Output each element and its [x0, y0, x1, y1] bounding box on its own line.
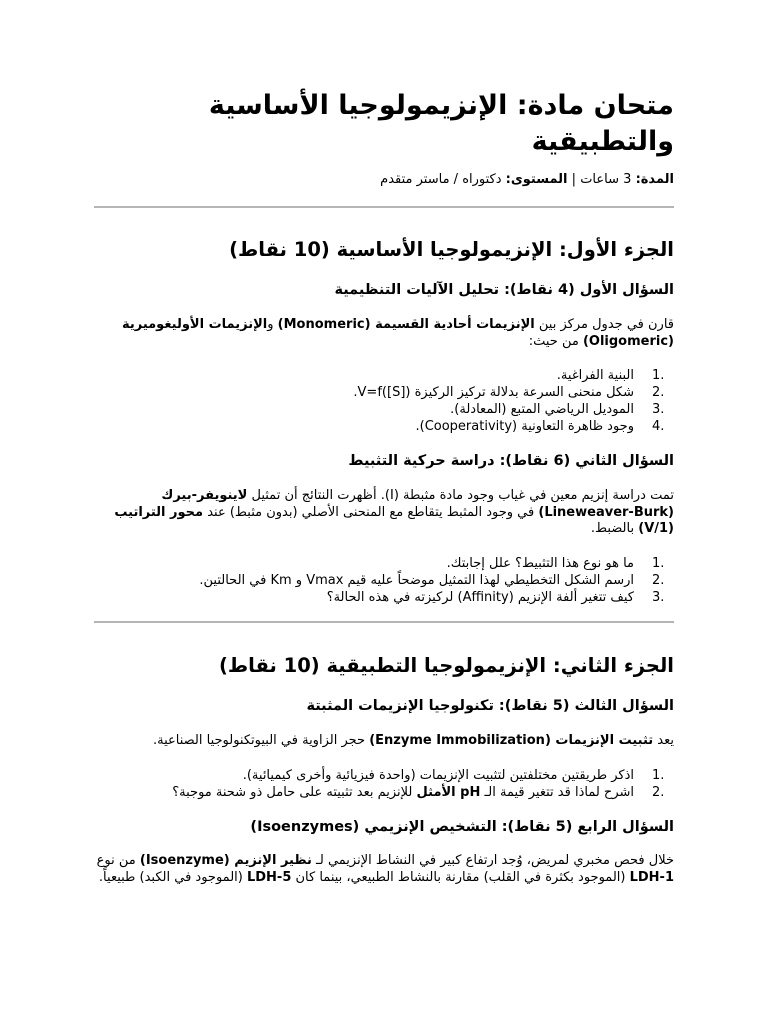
- q2-intro-term-axis: محور التراتيب (1/V): [114, 504, 674, 536]
- q2-intro-text: تمت دراسة إنزيم معين في غياب وجود مادة مثبطة (I). أظهرت النتائج أن تمثيل: [247, 488, 674, 503]
- exam-meta: [94, 170, 674, 190]
- list-item-text: ما هو نوع هذا التثبيط؟ علل إجابتك.: [446, 556, 634, 571]
- list-number: 1.: [652, 556, 665, 571]
- q1-intro: [94, 317, 674, 350]
- list-number: 2.: [652, 785, 665, 800]
- q3-intro-text: حجر الزاوية في البيوتكنولوجيا الصناعية.: [152, 733, 370, 748]
- divider: [94, 206, 674, 208]
- list-item-text: ارسم الشكل التخطيطي لهذا التمثيل موضحاً عليه قيم Vmax و Km في الحالتين.: [199, 573, 634, 588]
- q2-intro-text: في وجود المثبط يتقاطع مع المنحنى الأصلي (بدون مثبط) عند: [203, 504, 539, 520]
- list-number: 4.: [652, 419, 665, 434]
- meta-separator: |: [571, 172, 577, 187]
- q3-intro-text: يعد: [653, 733, 674, 748]
- q1-intro-text: من حيث:: [528, 333, 583, 349]
- list-item: [94, 384, 674, 401]
- list-item: [94, 572, 674, 589]
- list-item-text: اشرح لماذا قد تتغير قيمة الـ: [480, 785, 634, 800]
- q3-list: [94, 767, 674, 801]
- q4-intro-term-isoenzyme: نظير الإنزيم (Isoenzyme): [139, 853, 312, 868]
- list-item: [94, 589, 674, 606]
- divider: [94, 621, 674, 623]
- q1-heading: السؤال الأول (4 نقاط): تحليل الآليات التنظيمية: [334, 282, 674, 298]
- q1-list: [94, 367, 674, 435]
- q4-intro-term-ldh1: LDH-1: [629, 869, 674, 885]
- q4-intro-text: (الموجود في الكبد) طبيعياً.: [98, 869, 247, 885]
- q3-intro-term-immobilization: تثبيت الإنزيمات (Enzyme Immobilization): [369, 733, 654, 748]
- q4-intro-text: من نوع: [96, 853, 140, 868]
- level-label: المستوى:: [505, 172, 568, 187]
- list-number: 1.: [652, 768, 665, 783]
- q1-intro-term-oligomeric: الإنزيمات الأوليغوميرية (Oligomeric): [121, 317, 674, 349]
- duration-label: المدة:: [635, 172, 674, 187]
- list-item-text: البنية الفراغية.: [556, 368, 634, 383]
- list-number: 3.: [652, 402, 665, 417]
- q2-intro-text: بالضبط.: [590, 521, 639, 536]
- q4-intro-text: (الموجود بكثرة في القلب) مقارنة بالنشاط الطبيعي، بينما كان: [291, 869, 630, 885]
- list-item: [94, 767, 674, 784]
- q4-intro-text: خلال فحص مخبري لمريض، وُجد ارتفاع كبير في النشاط الإنزيمي لـ: [311, 853, 674, 868]
- list-number: 2.: [652, 385, 665, 400]
- list-item-text: اذكر طريقتين مختلفتين لتثبيت الإنزيمات (واحدة فيزيائية وأخرى كيميائية).: [242, 768, 634, 783]
- q3-heading: السؤال الثالث (5 نقاط): تكنولوجيا الإنزيمات المثبتة: [306, 698, 674, 714]
- list-item: [94, 367, 674, 384]
- part1-heading: الجزء الأول: الإنزيمولوجيا الأساسية (10 نقاط): [229, 238, 674, 261]
- q2-heading: السؤال الثاني (6 نقاط): دراسة حركية التثبيط: [348, 453, 674, 469]
- q4-heading: السؤال الرابع (5 نقاط): التشخيص الإنزيمي (Isoenzymes): [250, 819, 674, 835]
- list-number: 3.: [652, 590, 665, 605]
- q4-intro: [94, 853, 674, 886]
- q4-intro-term-ldh5: LDH-5: [246, 869, 292, 885]
- list-item-term-ph: pH الأمثل: [416, 785, 481, 800]
- q3-intro: [94, 733, 674, 750]
- list-item: [94, 555, 674, 572]
- q2-list: [94, 555, 674, 606]
- list-number: 2.: [652, 573, 665, 588]
- q1-intro-text: و: [267, 317, 278, 332]
- duration-value: 3 ساعات: [580, 172, 632, 187]
- list-item-text: الموديل الرياضي المتبع (المعادلة).: [450, 402, 634, 417]
- list-item: [94, 401, 674, 418]
- part2-heading: الجزء الثاني: الإنزيمولوجيا التطبيقية (10 نقاط): [218, 654, 674, 677]
- q1-intro-text: قارن في جدول مركز بين: [534, 317, 674, 332]
- level-value: دكتوراه / ماستر متقدم: [380, 172, 502, 187]
- list-item: [94, 784, 674, 801]
- list-number: 1.: [652, 368, 665, 383]
- list-item-text: كيف تتغير ألفة الإنزيم (Affinity) لركيزته في هذه الحالة؟: [326, 590, 634, 605]
- list-item-text: للإنزيم بعد تثبيته على حامل ذو شحنة موجبة؟: [172, 785, 417, 800]
- q2-intro: [94, 488, 674, 538]
- list-item: [94, 418, 674, 435]
- exam-title: متحان مادة: الإنزيمولوجيا الأساسية والتطبيقية: [208, 90, 674, 157]
- list-item-text: شكل منحنى السرعة بدلالة تركيز الركيزة ([S])V=f.: [353, 385, 634, 400]
- q2-intro-term-lineweaver: لاينويفر-بيرك (Lineweaver-Burk): [161, 488, 674, 520]
- q1-intro-term-monomeric: الإنزيمات أحادية القسيمة (Monomeric): [277, 317, 535, 332]
- list-item-text: وجود ظاهرة التعاونية (Cooperativity).: [415, 419, 634, 434]
